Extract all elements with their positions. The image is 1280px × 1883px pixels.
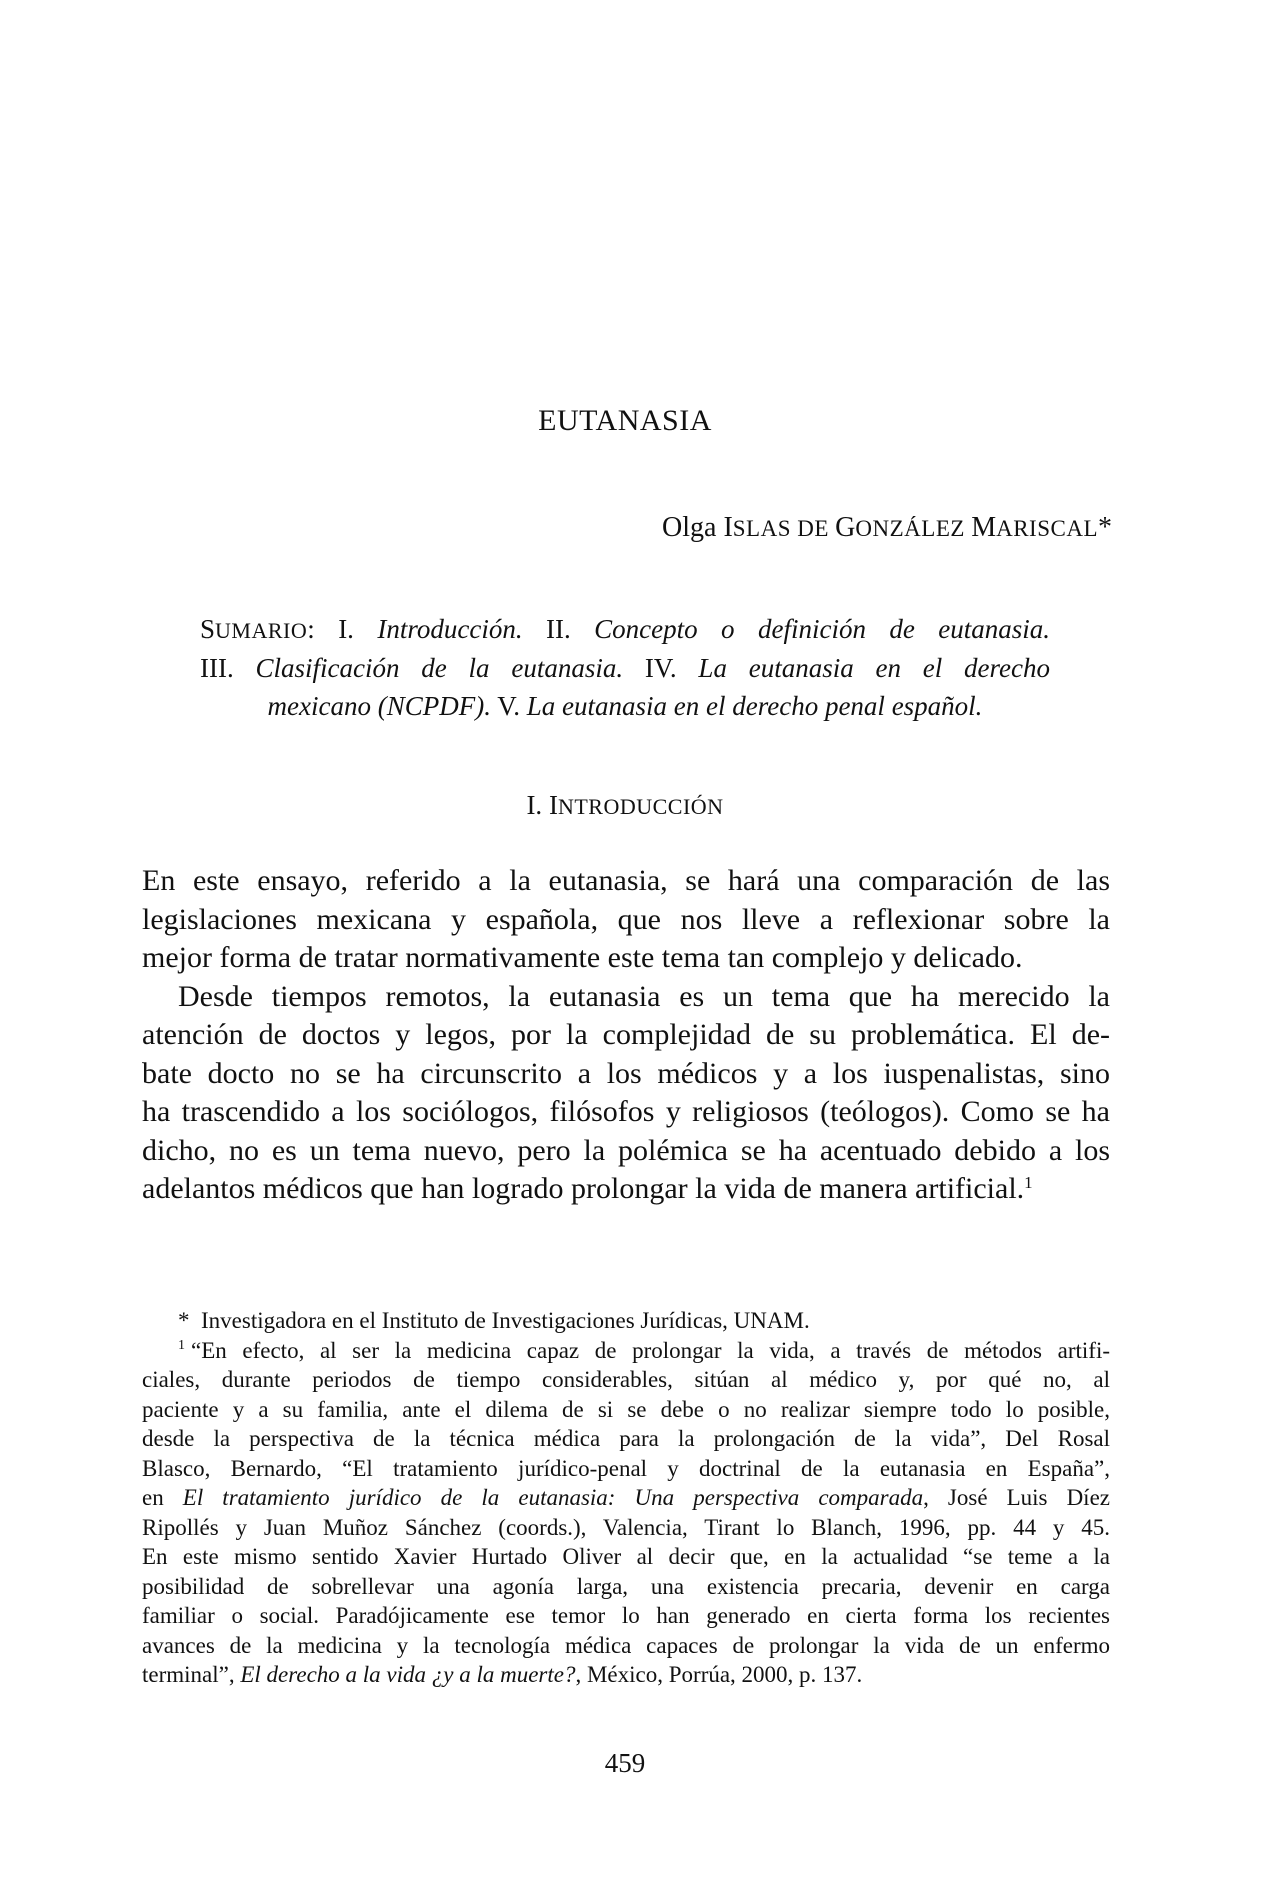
body-line-last [142, 1170, 1110, 1209]
footnote-number: 1 [178, 1337, 185, 1353]
body-line: bate docto no se ha circunscrito a los médicos y a los iuspenalistas, sino [142, 1056, 1110, 1090]
author-given-name: Olga [662, 512, 724, 543]
footnote-star-text: Investigadora en el Instituto de Investigaciones Jurídicas, UNAM. [201, 1308, 810, 1333]
section-title-initial: I [548, 790, 558, 820]
section-title-rest: NTRODUCCIÓN [557, 794, 724, 819]
footnote-text: en [142, 1485, 183, 1510]
summary-label-initial: S [200, 614, 216, 644]
footnote-text: terminal”, [142, 1662, 241, 1687]
author-line [662, 512, 1112, 544]
footnote-line: avances de la medicina y la tecnología médica capaces de prolongar la vida de un enfermo [142, 1632, 1110, 1658]
summary-item: Clasificación de la eutanasia. [255, 652, 624, 683]
section-number: I. [526, 790, 549, 820]
author-surname-1-rest: SLAS DE [732, 516, 836, 541]
summary-line [200, 687, 1050, 725]
summary-item: La eutanasia en el derecho penal español. [526, 691, 983, 721]
footnote-author [142, 1306, 1110, 1336]
page-number: 459 [604, 1748, 646, 1778]
footnote-line: paciente y a su familia, ante el dilema de si se debe o no realizar siempre todo lo posible, [142, 1396, 1110, 1422]
author-surname-1-initial: I [723, 512, 733, 543]
summary-item: Concepto o definición de eutanasia. [594, 614, 1050, 644]
body-line: ha trascendido a los sociólogos, filósofos y religiosos (teólogos). Como se ha [142, 1095, 1110, 1128]
summary-num: III. [200, 652, 256, 683]
summary-num: II. [522, 614, 595, 644]
body-line: Desde tiempos remotos, la eutanasia es un tema que ha merecido la [178, 979, 1110, 1013]
footnote-text: “En efecto, al ser la medicina capaz de prolongar la vida, a través de métodos artifi- [191, 1337, 1110, 1363]
author-surname-3-rest: ARISCAL [996, 516, 1098, 541]
author-surname-2-initial: G [835, 512, 856, 543]
summary-num: V. [490, 691, 527, 721]
summary-label-rest: UMARIO [215, 618, 308, 643]
body-line: legislaciones mexicana y española, que nos lleve a reflexionar sobre la [142, 902, 1110, 936]
footnote-line: En este mismo sentido Xavier Hurtado Oliver al decir que, en la actualidad “se teme a la [142, 1544, 1110, 1569]
footnotes [142, 1306, 1110, 1690]
author-footnote-mark: * [1098, 512, 1112, 543]
footnote-line: posibilidad de sobrellevar una agonía larga, una existencia precaria, devenir en carga [142, 1573, 1110, 1599]
author-surname-3-initial: M [971, 512, 997, 543]
footnote-star-mark: * [178, 1308, 190, 1333]
summary-line [200, 610, 1050, 649]
body-line-text: adelantos médicos que han logrado prolongar la vida de manera artificial. [142, 1172, 1025, 1205]
summary-item: mexicano (NCPDF). [267, 691, 491, 721]
footnote-ref: 1 [1024, 1173, 1033, 1192]
summary-block [200, 610, 1050, 725]
summary-item: La eutanasia en el derecho [698, 652, 1050, 683]
footnote-italic-title: El derecho a la vida ¿y a la muerte? [240, 1662, 576, 1687]
summary-num: IV. [623, 652, 699, 683]
footnote-line: desde la perspectiva de la técnica médica para la prolongación de la vida”, Del Rosal [142, 1426, 1110, 1451]
summary-line [200, 649, 1050, 688]
footnote-line [142, 1660, 1110, 1690]
footnote-line [142, 1336, 1110, 1366]
summary-colon: : [307, 614, 339, 644]
footnote-line [142, 1483, 1110, 1513]
footnote-text: , México, Porrúa, 2000, p. 137. [575, 1662, 863, 1687]
footnote-line: Blasco, Bernardo, “El tratamiento jurídico-penal y doctrinal de la eutanasia en España”, [142, 1455, 1110, 1481]
document-title: EUTANASIA [538, 404, 712, 437]
footnote-italic-title: El tratamiento jurídico de la eutanasia: Una perspectiva comparada [182, 1485, 924, 1510]
section-heading [0, 790, 1250, 821]
footnote-line: familiar o social. Paradójicamente ese temor lo han generado en cierta forma los recientes [142, 1603, 1110, 1628]
footnote-text: , José Luis Díez [923, 1485, 1110, 1510]
footnote-line: Ripollés y Juan Muñoz Sánchez (coords.), Valencia, Tirant lo Blanch, 1996, pp. 44 y 45. [142, 1514, 1110, 1540]
body-text [142, 862, 1110, 1209]
summary-num: I. [338, 614, 378, 644]
body-line: atención de doctos y legos, por la complejidad de su problemática. El de- [142, 1018, 1110, 1051]
body-line: mejor forma de tratar normativamente este tema tan complejo y delicado. [142, 941, 1023, 974]
body-line: dicho, no es un tema nuevo, pero la polémica se ha acentuado debido a los [142, 1133, 1110, 1167]
author-surname-2-rest: ONZÁLEZ [855, 516, 972, 541]
body-line: En este ensayo, referido a la eutanasia, se hará una comparación de las [142, 864, 1110, 897]
footnote-line: ciales, durante periodos de tiempo considerables, sitúan al médico y, por qué no, al [142, 1367, 1110, 1392]
summary-item: Introducción. [377, 614, 523, 644]
